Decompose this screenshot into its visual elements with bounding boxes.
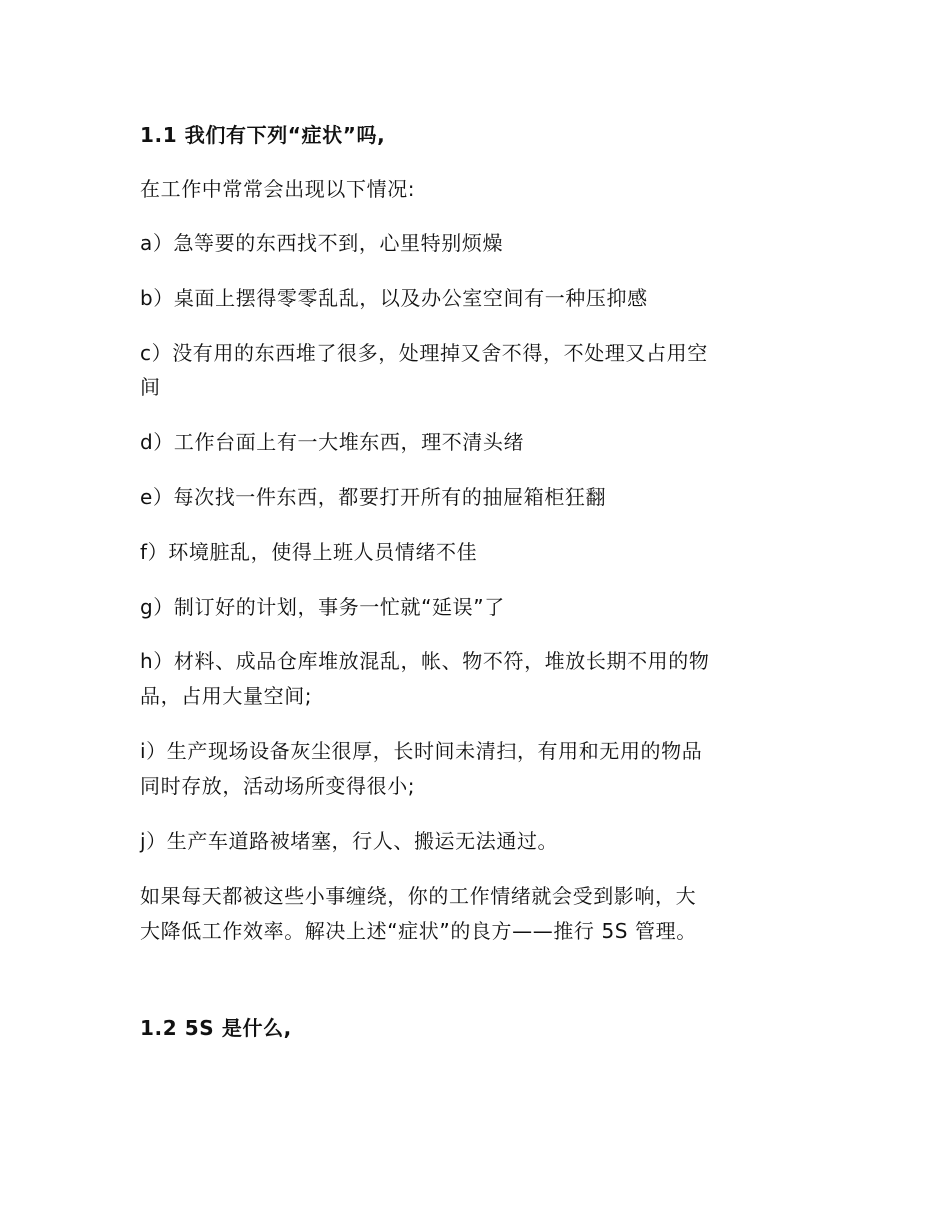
list-item: i）生产现场设备灰尘很厚，长时间未清扫，有用和无用的物品 [140,739,703,763]
list-item: d）工作台面上有一大堆东西，理不清头绪 [140,430,525,454]
list-item: e）每次找一件东西，都要打开所有的抽屉箱柜狂翻 [140,485,607,509]
list-item: h）材料、成品仓库堆放混乱，帐、物不符，堆放长期不用的物 [140,649,710,673]
list-item: c）没有用的东西堆了很多，处理掉又舍不得，不处理又占用空 [140,341,708,365]
list-item-continuation: 品，占用大量空间; [140,684,313,708]
conclusion-paragraph-line: 如果每天都被这些小事缠绕，你的工作情绪就会受到影响，大 [140,884,697,908]
list-item: f）环境脏乱，使得上班人员情绪不佳 [140,540,478,564]
list-item: g）制订好的计划，事务一忙就“延误”了 [140,595,505,619]
section-heading-1-2: 1.2 5S 是什么, [140,1016,292,1040]
list-item: b）桌面上摆得零零乱乱，以及办公室空间有一种压抑感 [140,286,648,310]
list-item-continuation: 间 [140,375,161,399]
list-item-continuation: 同时存放，活动场所变得很小; [140,774,416,798]
conclusion-paragraph-line: 大降低工作效率。解决上述“症状”的良方——推行 5S 管理。 [140,919,697,943]
list-item: a）急等要的东西找不到，心里特别烦燥 [140,231,504,255]
list-item: j）生产车道路被堵塞，行人、搬运无法通过。 [140,829,559,853]
section-heading-1-1: 1.1 我们有下列“症状”吗, [140,123,386,147]
intro-paragraph: 在工作中常常会出现以下情况: [140,177,416,201]
